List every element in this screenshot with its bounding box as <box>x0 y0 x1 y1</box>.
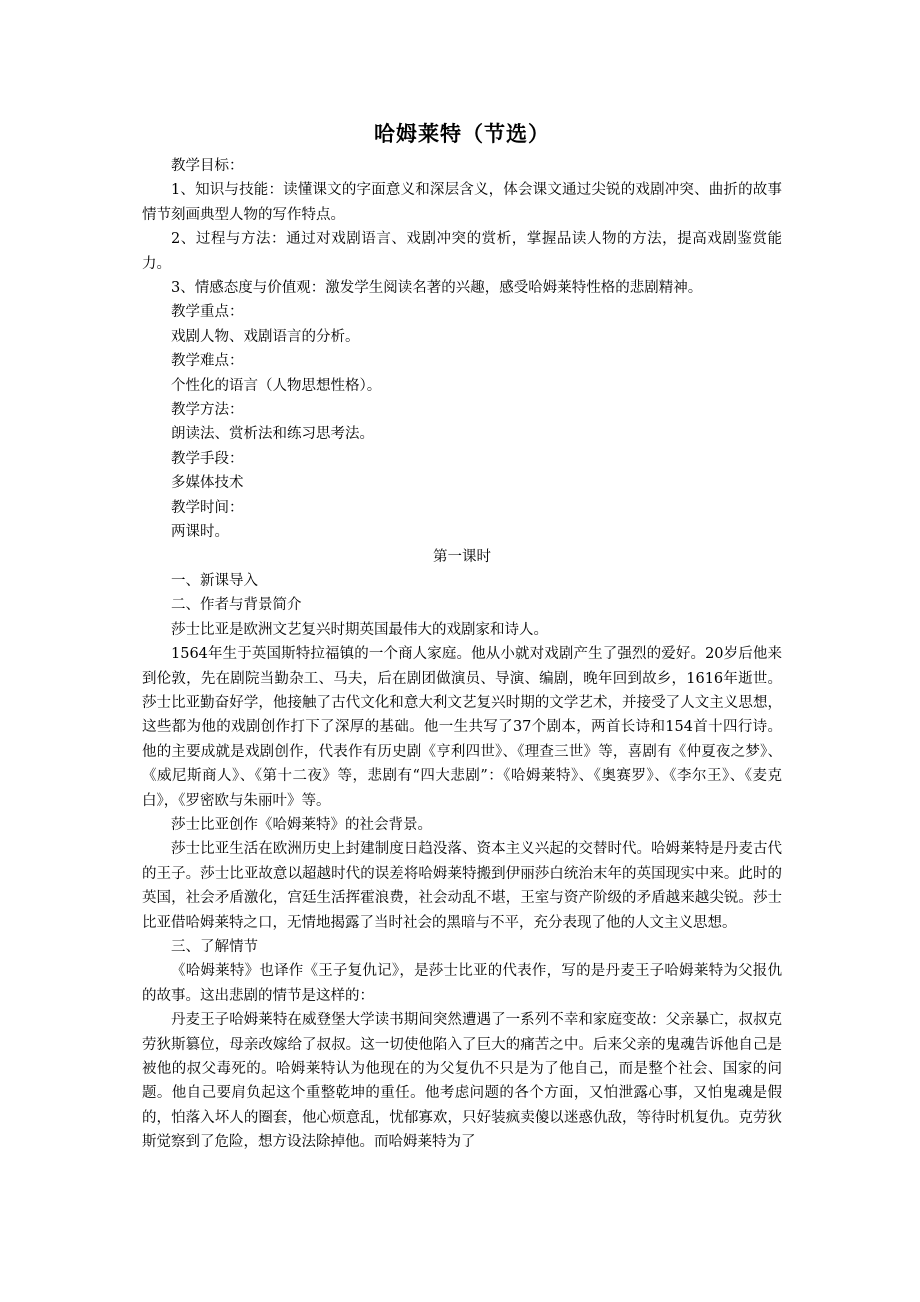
paragraph: 3、情感态度与价值观：激发学生阅读名著的兴趣，感受哈姆莱特性格的悲剧精神。 <box>171 280 703 297</box>
paragraph: 教学手段： <box>171 450 244 467</box>
paragraph: 戏剧人物、戏剧语言的分析。 <box>171 328 360 345</box>
document-title: 哈姆莱特（节选） <box>374 122 550 146</box>
paragraph: 教学目标： <box>171 158 244 174</box>
paragraph: 1、知识与技能：读懂课文的字面意义和深层含义，体会课文通过尖锐的戏剧冲突、曲折的故事情节刻画典型人物的写作特点。 <box>142 182 782 223</box>
paragraph: 莎士比亚创作《哈姆莱特》的社会背景。 <box>171 816 432 833</box>
paragraph: 多媒体技术 <box>171 475 244 492</box>
document-body <box>142 154 782 1155</box>
paragraph: 个性化的语言（人物思想性格）。 <box>171 377 382 394</box>
paragraph: 三、了解情节 <box>171 939 258 955</box>
paragraph: 《哈姆莱特》也译作《王子复仇记》，是莎士比亚的代表作，写的是丹麦王子哈姆莱特为父报仇的故事。这出悲剧的情节是这样的： <box>142 963 782 1004</box>
paragraph: 二、作者与背景简介 <box>171 597 302 614</box>
paragraph: 莎士比亚是欧洲文艺复兴时期英国最伟大的戏剧家和诗人。 <box>171 621 548 638</box>
paragraph: 1564年生于英国斯特拉福镇的一个商人家庭。他从小就对戏剧产生了强烈的爱好。20岁后他来到伦敦，先在剧院当勤杂工、马夫，后在剧团做演员、导演、编剧，晚年回到故乡，1616年逝世。莎士比亚勤奋好学，他接触了古代文化和意大利文艺复兴时期的文学艺术，并接受了人文主义思想，这些都为他的戏剧创作打下了深厚的基础。他一生共写了37个剧本，两首长诗和154首十四行诗。他的主要成就是戏剧创作，代表作有历史剧《亨利四世》、《理查三世》等，喜剧有《仲夏夜之梦》、《威尼斯商人》、《第十二夜》等，悲剧有“四大悲剧”：《哈姆莱特》、《奥赛罗》、《李尔王》、《麦克白》，《罗密欧与朱丽叶》等。 <box>142 646 782 809</box>
paragraph: 教学重点： <box>171 304 244 321</box>
section-heading: 第一课时 <box>433 548 491 565</box>
paragraph: 教学难点： <box>171 353 244 370</box>
paragraph: 丹麦王子哈姆莱特在威登堡大学读书期间突然遭遇了一系列不幸和家庭变故：父亲暴亡，叔叔克劳狄斯篡位，母亲改嫁给了叔叔。这一切使他陷入了巨大的痛苦之中。后来父亲的鬼魂告诉他自己是被他的叔父毒死的。哈姆莱特认为他现在的为父复仇不只是为了他自己，而是整个社会、国家的问题。他自己要肩负起这个重整乾坤的重任。他考虑问题的各个方面，又怕泄露心事，又怕鬼魂是假的，怕落入坏人的圈套，他心烦意乱，忧郁寡欢，只好装疯卖傻以迷惑仇敌，等待时机复仇。克劳狄斯觉察到了危险，想方设法除掉他。而哈姆莱特为了 <box>142 1012 782 1151</box>
paragraph: 教学时间： <box>171 499 244 516</box>
paragraph: 莎士比亚生活在欧洲历史上封建制度日趋没落、资本主义兴起的交替时代。哈姆莱特是丹麦古代的王子。莎士比亚故意以超越时代的误差将哈姆莱特搬到伊丽莎白统治末年的英国现实中来。此时的英国，社会矛盾激化，宫廷生活挥霍浪费，社会动乱不堪，王室与资产阶级的矛盾越来越尖锐。莎士比亚借哈姆莱特之口，无情地揭露了当时社会的黑暗与不平，充分表现了他的人文主义思想。 <box>142 841 782 931</box>
paragraph: 一、新课导入 <box>171 572 258 589</box>
paragraph: 两课时。 <box>171 524 229 541</box>
paragraph: 2、过程与方法：通过对戏剧语言、戏剧冲突的赏析，掌握品读人物的方法，提高戏剧鉴赏能力。 <box>142 231 782 272</box>
paragraph: 教学方法： <box>171 402 244 419</box>
paragraph: 朗读法、赏析法和练习思考法。 <box>171 426 374 443</box>
document-page <box>142 118 782 1155</box>
